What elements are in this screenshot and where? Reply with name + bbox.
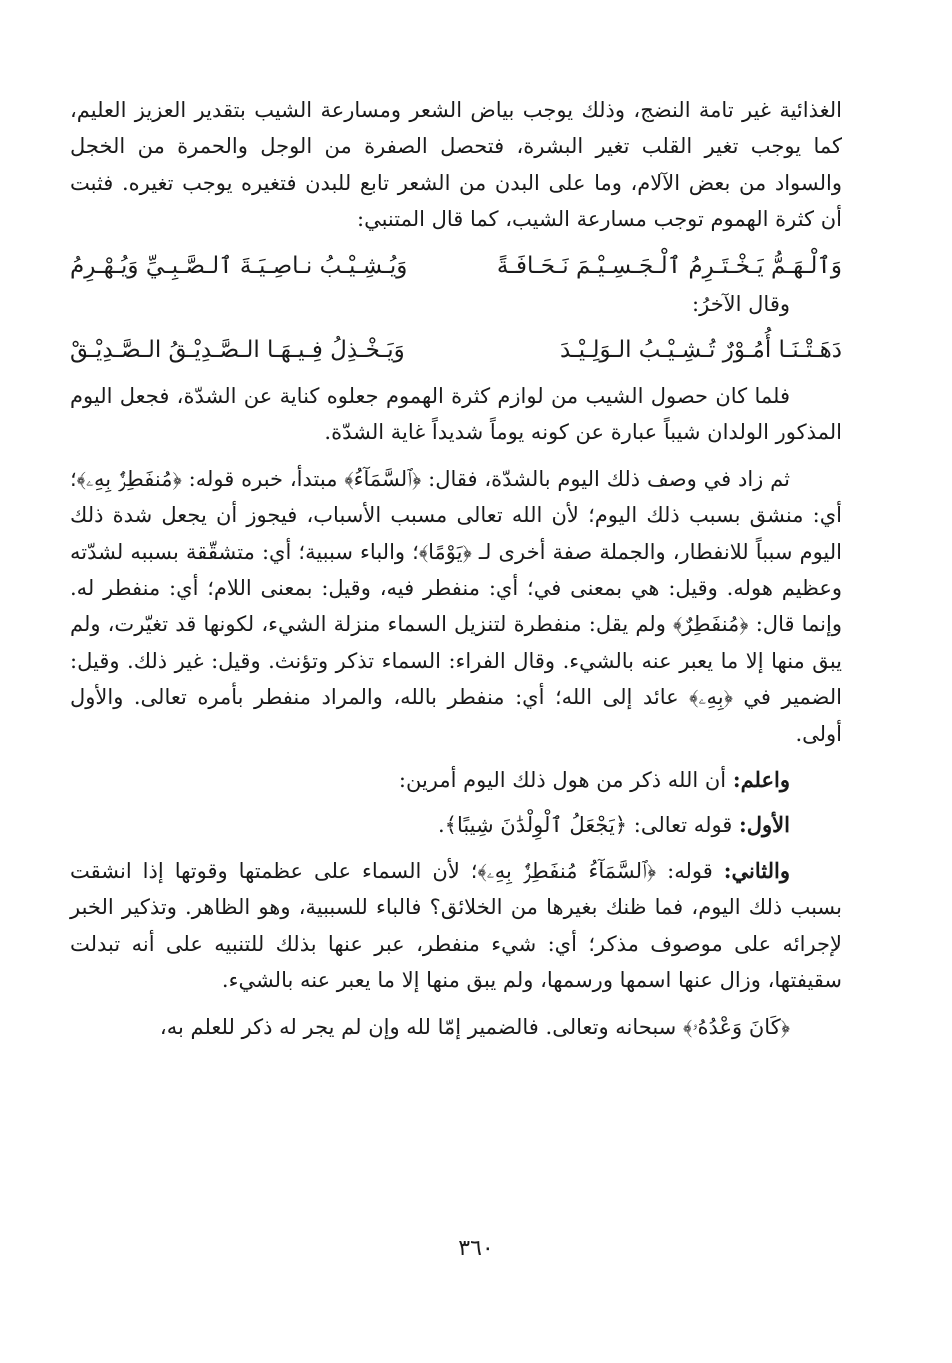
verse-1-first-hemistich: وَٱلْـهَـمُّ يَـخْـتَـرِمُ ٱلْـجَـسِـيْـمَ نَـحَـافَـةً	[496, 252, 842, 279]
paragraph-4	[70, 762, 842, 798]
poetry-verse-1	[70, 246, 842, 286]
verse-1-second-hemistich: وَيُـشِـيْـبُ نـاصِـيَـةَ ٱلـصَّـبِـيِّ وَيُـهْـرِمُ	[70, 252, 408, 279]
paragraph-4-lead: واعلم:	[732, 767, 790, 793]
paragraph-5-lead: الأول:	[739, 811, 790, 837]
paragraph-7: ﴿كَانَ وَعْدُهُۥ﴾ سبحانه وتعالى. فالضمير إمّا لله وإن لم يجر له ذكر للعلم به،	[159, 1014, 790, 1039]
paragraph-4-text: أن الله ذكر من هول ذلك اليوم أمرين:	[398, 768, 733, 793]
paragraph-5-text: قوله تعالى: ﴿يَجْعَلُ ٱلْوِلْدَٰنَ شِيبًا﴾.	[437, 812, 740, 837]
page-number: ٣٦٠	[458, 1236, 494, 1261]
paragraph-5	[70, 807, 842, 843]
document-page	[70, 92, 842, 1045]
paragraph-6	[70, 853, 842, 999]
verse-2-second-hemistich: وَيَـخْـذِلُ فِـيـهَـا الـصَّـدِيْـقُ الـصَّـدِيْـقْ	[70, 337, 405, 364]
verse-2-first-hemistich: دَهَـتْـنَـا أُمُـوْرٌ تُـشِـيْـبُ الـوَلِـيْـدَ	[559, 337, 842, 364]
paragraph-6-text: قوله: ﴿ٱلسَّمَآءُ مُنفَطِرٌۢ بِهِۦ﴾؛ لأن السماء على عظمتها وقوتها إذا انشقت بسبب ذلك اليوم، فما ظنك بغيرها من الخلائق؟ فالباء للسببية، وهو الظاهر. وتذكير الخبر لإجرائه على موصوف مذكر؛ أي: شيء منفطر، عبر عنها بذلك للتنبيه على أنه تبدلت سقيفتها، وزال عنها اسمها ورسمها، ولم يبق منها إلا ما يعبر عنه بالشيء.	[70, 858, 842, 993]
paragraph-2: فلما كان حصول الشيب من لوازم كثرة الهموم جعلوه كناية عن الشدّة، فجعل اليوم المذكور الولدان شيباً عبارة عن كونه يوماً شديداً غاية الشدّة.	[70, 384, 842, 445]
verse-intro-line: وقال الآخرُ:	[692, 291, 790, 316]
paragraph-1: الغذائية غير تامة النضج، وذلك يوجب بياض الشعر ومسارعة الشيب بتقدير العزيز العليم، كما يوجب تغير القلب تغير البشرة، فتحصل الصفرة من الوجل والحمرة من الخجل والسواد من بعض الآلام، وما على البدن من الشعر تابع للبدن فتغيره يوجب تغيره. فثبت أن كثرة الهموم توجب مسارعة الشيب، كما قال المتنبي:	[70, 98, 842, 232]
paragraph-3: ثم زاد في وصف ذلك اليوم بالشدّة، فقال: ﴿ٱلسَّمَآءُ﴾ مبتدأ، خبره قوله: ﴿مُنفَطِرٌۢ بِهِۦ﴾؛ أي: منشق بسبب ذلك اليوم؛ لأن الله تعالى مسبب الأسباب، فيجوز أن يجعل شدة ذلك اليوم سبباً للانفطار، والجملة صفة أخرى لـ ﴿يَوْمًا﴾؛ والباء سببية؛ أي: متشقّقة بسببه لشدّته وعظيم هوله. وقيل: هي بمعنى في؛ أي: منفطر فيه، وقيل: بمعنى اللام؛ أي: منفطر له. وإنما قال: ﴿مُنفَطِرٌ﴾ ولم يقل: منفطرة لتنزيل السماء منزلة الشيء، لكونها قد تغيّرت، ولم يبق منها إلا ما يعبر عنه بالشيء. وقال الفراء: السماء تذكر وتؤنث. وقيل: غير ذلك. وقيل: الضمير في ﴿بِهِۦ﴾ عائد إلى الله؛ أي: منفطر بالله، والمراد منفطر بأمره تعالى. والأول أولى.	[70, 466, 842, 746]
paragraph-6-lead: والثاني:	[723, 857, 790, 883]
poetry-verse-2	[70, 330, 842, 370]
